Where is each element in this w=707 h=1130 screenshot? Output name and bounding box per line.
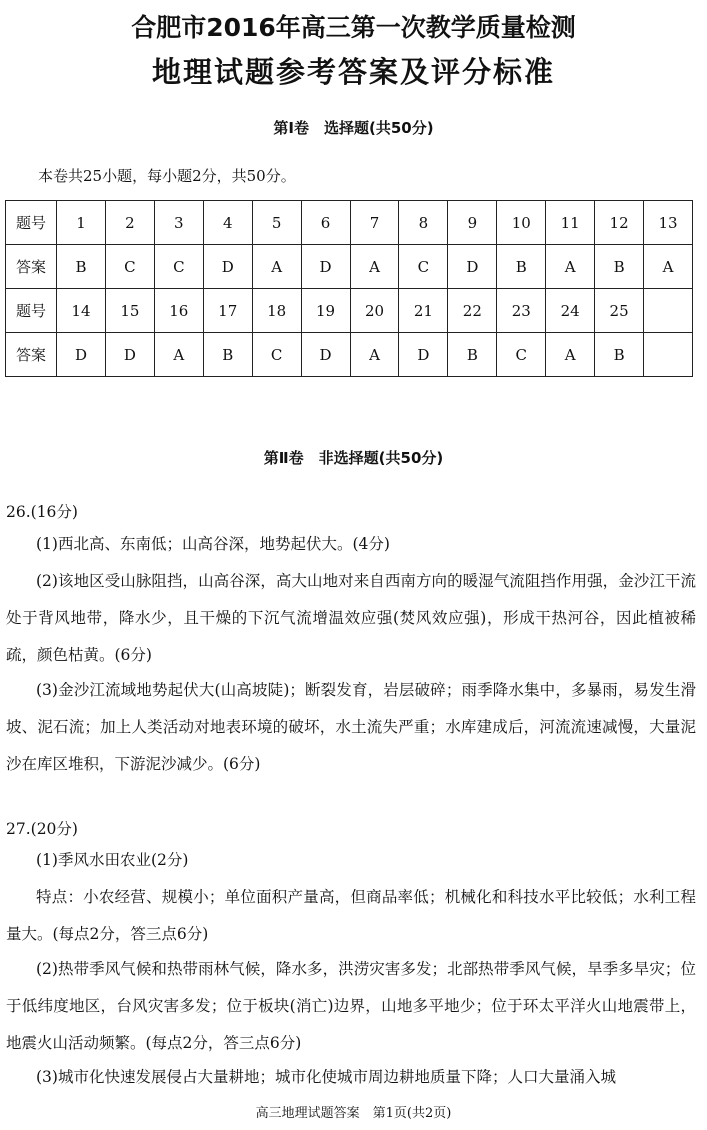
table-cell: B xyxy=(203,333,252,377)
answer-table xyxy=(5,200,693,377)
table-cell: 13 xyxy=(644,201,693,245)
table-cell xyxy=(644,333,693,377)
table-cell: B xyxy=(497,245,546,289)
table-cell: 9 xyxy=(448,201,497,245)
table-cell: A xyxy=(546,333,595,377)
table-cell: D xyxy=(301,245,350,289)
table-cell: B xyxy=(57,245,106,289)
table-cell: 22 xyxy=(448,289,497,333)
table-cell: 25 xyxy=(595,289,644,333)
table-cell: A xyxy=(350,333,399,377)
table-cell xyxy=(644,289,693,333)
table-cell: 1 xyxy=(57,201,106,245)
table-cell: D xyxy=(301,333,350,377)
table-cell: 16 xyxy=(154,289,203,333)
table-cell: B xyxy=(595,245,644,289)
section-2-heading: 第Ⅱ卷 非选择题(共50分) xyxy=(263,449,444,467)
exam-title: 合肥市2016年高三第一次教学质量检测 xyxy=(131,13,576,42)
page-footer: 高三地理试题答案 第1页(共2页) xyxy=(255,1106,452,1121)
row-label: 题号 xyxy=(6,289,57,333)
q27-answer-1: (1)季风水田农业(2分) xyxy=(36,851,189,869)
row-label: 答案 xyxy=(6,245,57,289)
q27-answer-features: 特点：小农经营、规模小；单位面积产量高，但商品率低；机械化和科技水平比较低；水利工程量大。(每点2分，答三点6分) xyxy=(6,888,696,943)
row-label: 题号 xyxy=(6,201,57,245)
table-cell: A xyxy=(644,245,693,289)
table-cell: D xyxy=(203,245,252,289)
table-cell: D xyxy=(448,245,497,289)
table-cell: 11 xyxy=(546,201,595,245)
table-cell: C xyxy=(497,333,546,377)
table-cell: 18 xyxy=(252,289,301,333)
q26-answer-3: (3)金沙江流域地势起伏大(山高坡陡)；断裂发育，岩层破碎；雨季降水集中，多暴雨，易发生滑坡、泥石流；加上人类活动对地表环境的破坏，水土流失严重；水库建成后，河流流速减慢，大量泥沙在库区堆积，下游泥沙减少。(6分) xyxy=(6,681,696,773)
table-cell: 14 xyxy=(57,289,106,333)
table-cell: C xyxy=(105,245,154,289)
table-cell: D xyxy=(57,333,106,377)
table-row xyxy=(6,289,693,333)
table-cell: 4 xyxy=(203,201,252,245)
table-cell: 20 xyxy=(350,289,399,333)
table-cell: 15 xyxy=(105,289,154,333)
section-1-heading: 第Ⅰ卷 选择题(共50分) xyxy=(273,119,434,137)
table-cell: D xyxy=(105,333,154,377)
q27-answer-3: (3)城市化快速发展侵占大量耕地；城市化使城市周边耕地质量下降；人口大量涌入城 xyxy=(36,1068,616,1086)
table-cell: B xyxy=(595,333,644,377)
document-title: 地理试题参考答案及评分标准 xyxy=(151,55,555,89)
table-cell: B xyxy=(448,333,497,377)
table-cell: A xyxy=(154,333,203,377)
table-row xyxy=(6,333,693,377)
table-cell: C xyxy=(154,245,203,289)
table-cell: 6 xyxy=(301,201,350,245)
table-cell: 7 xyxy=(350,201,399,245)
q26-answer-2: (2)该地区受山脉阻挡，山高谷深，高大山地对来自西南方向的暖湿气流阻挡作用强，金沙江干流处于背风地带，降水少，且干燥的下沉气流增温效应强(焚风效应强)，形成干热河谷，因此植被稀疏，颜色枯黄。(6分) xyxy=(6,572,696,664)
question-27-heading: 27.(20分) xyxy=(6,820,78,838)
table-cell: D xyxy=(399,333,448,377)
row-label: 答案 xyxy=(6,333,57,377)
table-cell: 24 xyxy=(546,289,595,333)
question-26-heading: 26.(16分) xyxy=(6,503,78,521)
table-cell: 10 xyxy=(497,201,546,245)
table-cell: 17 xyxy=(203,289,252,333)
table-cell: 3 xyxy=(154,201,203,245)
q27-answer-2: (2)热带季风气候和热带雨林气候，降水多，洪涝灾害多发；北部热带季风气候，旱季多旱灾；位于低纬度地区，台风灾害多发；位于板块(消亡)边界，山地多平地少；位于环太平洋火山地震带上，地震火山活动频繁。(每点2分，答三点6分) xyxy=(6,960,696,1052)
section-1-intro: 本卷共25小题，每小题2分，共50分。 xyxy=(38,167,296,185)
table-cell: C xyxy=(399,245,448,289)
table-cell: A xyxy=(252,245,301,289)
table-cell: 2 xyxy=(105,201,154,245)
table-cell: 5 xyxy=(252,201,301,245)
table-row xyxy=(6,201,693,245)
q26-answer-1: (1)西北高、东南低；山高谷深，地势起伏大。(4分) xyxy=(36,535,390,553)
table-cell: 19 xyxy=(301,289,350,333)
table-cell: 23 xyxy=(497,289,546,333)
table-cell: 21 xyxy=(399,289,448,333)
table-cell: C xyxy=(252,333,301,377)
table-cell: 8 xyxy=(399,201,448,245)
table-row xyxy=(6,245,693,289)
table-cell: A xyxy=(350,245,399,289)
table-cell: A xyxy=(546,245,595,289)
table-cell: 12 xyxy=(595,201,644,245)
